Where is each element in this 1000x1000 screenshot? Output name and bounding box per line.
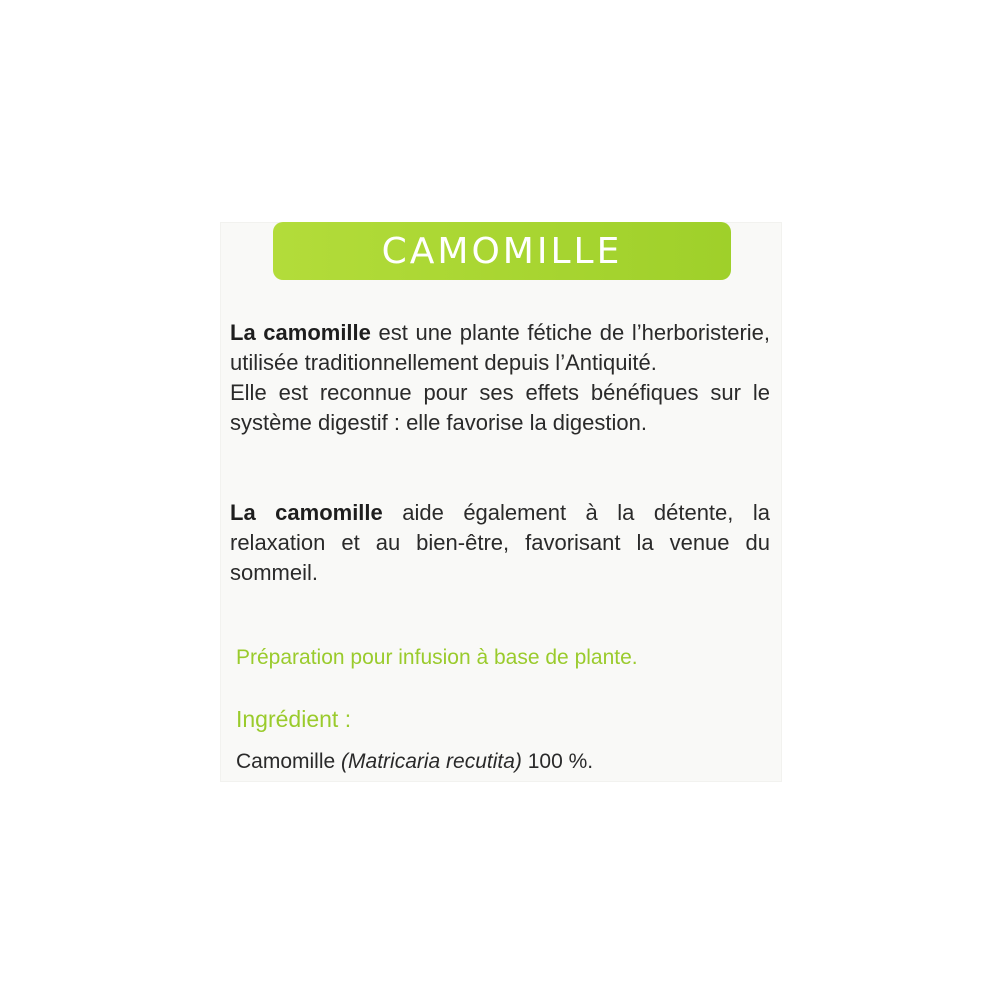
paragraph-1-lead: La camomille xyxy=(230,320,371,345)
product-title: CAMOMILLE xyxy=(381,231,623,272)
preparation-note: Préparation pour infusion à base de plante. xyxy=(236,646,638,669)
description-paragraph-1 xyxy=(230,318,770,438)
ingredient-latin-name: (Matricaria recutita) xyxy=(341,750,522,773)
title-banner xyxy=(273,222,731,280)
ingredient-line xyxy=(236,750,593,774)
paragraph-1-text: est une plante fétiche de l’herboristerie, utilisée traditionnellement depuis l’Antiquité. xyxy=(230,320,771,375)
ingredient-percent: 100 %. xyxy=(521,750,594,773)
ingredient-heading: Ingrédient : xyxy=(236,706,352,732)
ingredient-name: Camomille xyxy=(236,750,342,773)
paragraph-1-text-2: Elle est reconnue pour ses effets bénéfiques sur le système digestif : elle favorise la digestion. xyxy=(230,380,770,435)
paragraph-2-text: aide également à la détente, la relaxation et au bien-être, favorisant la venue du sommeil. xyxy=(230,500,770,585)
paragraph-2-lead: La camomille xyxy=(230,500,383,525)
product-description-panel xyxy=(220,222,782,782)
description-paragraph-2 xyxy=(230,498,770,588)
